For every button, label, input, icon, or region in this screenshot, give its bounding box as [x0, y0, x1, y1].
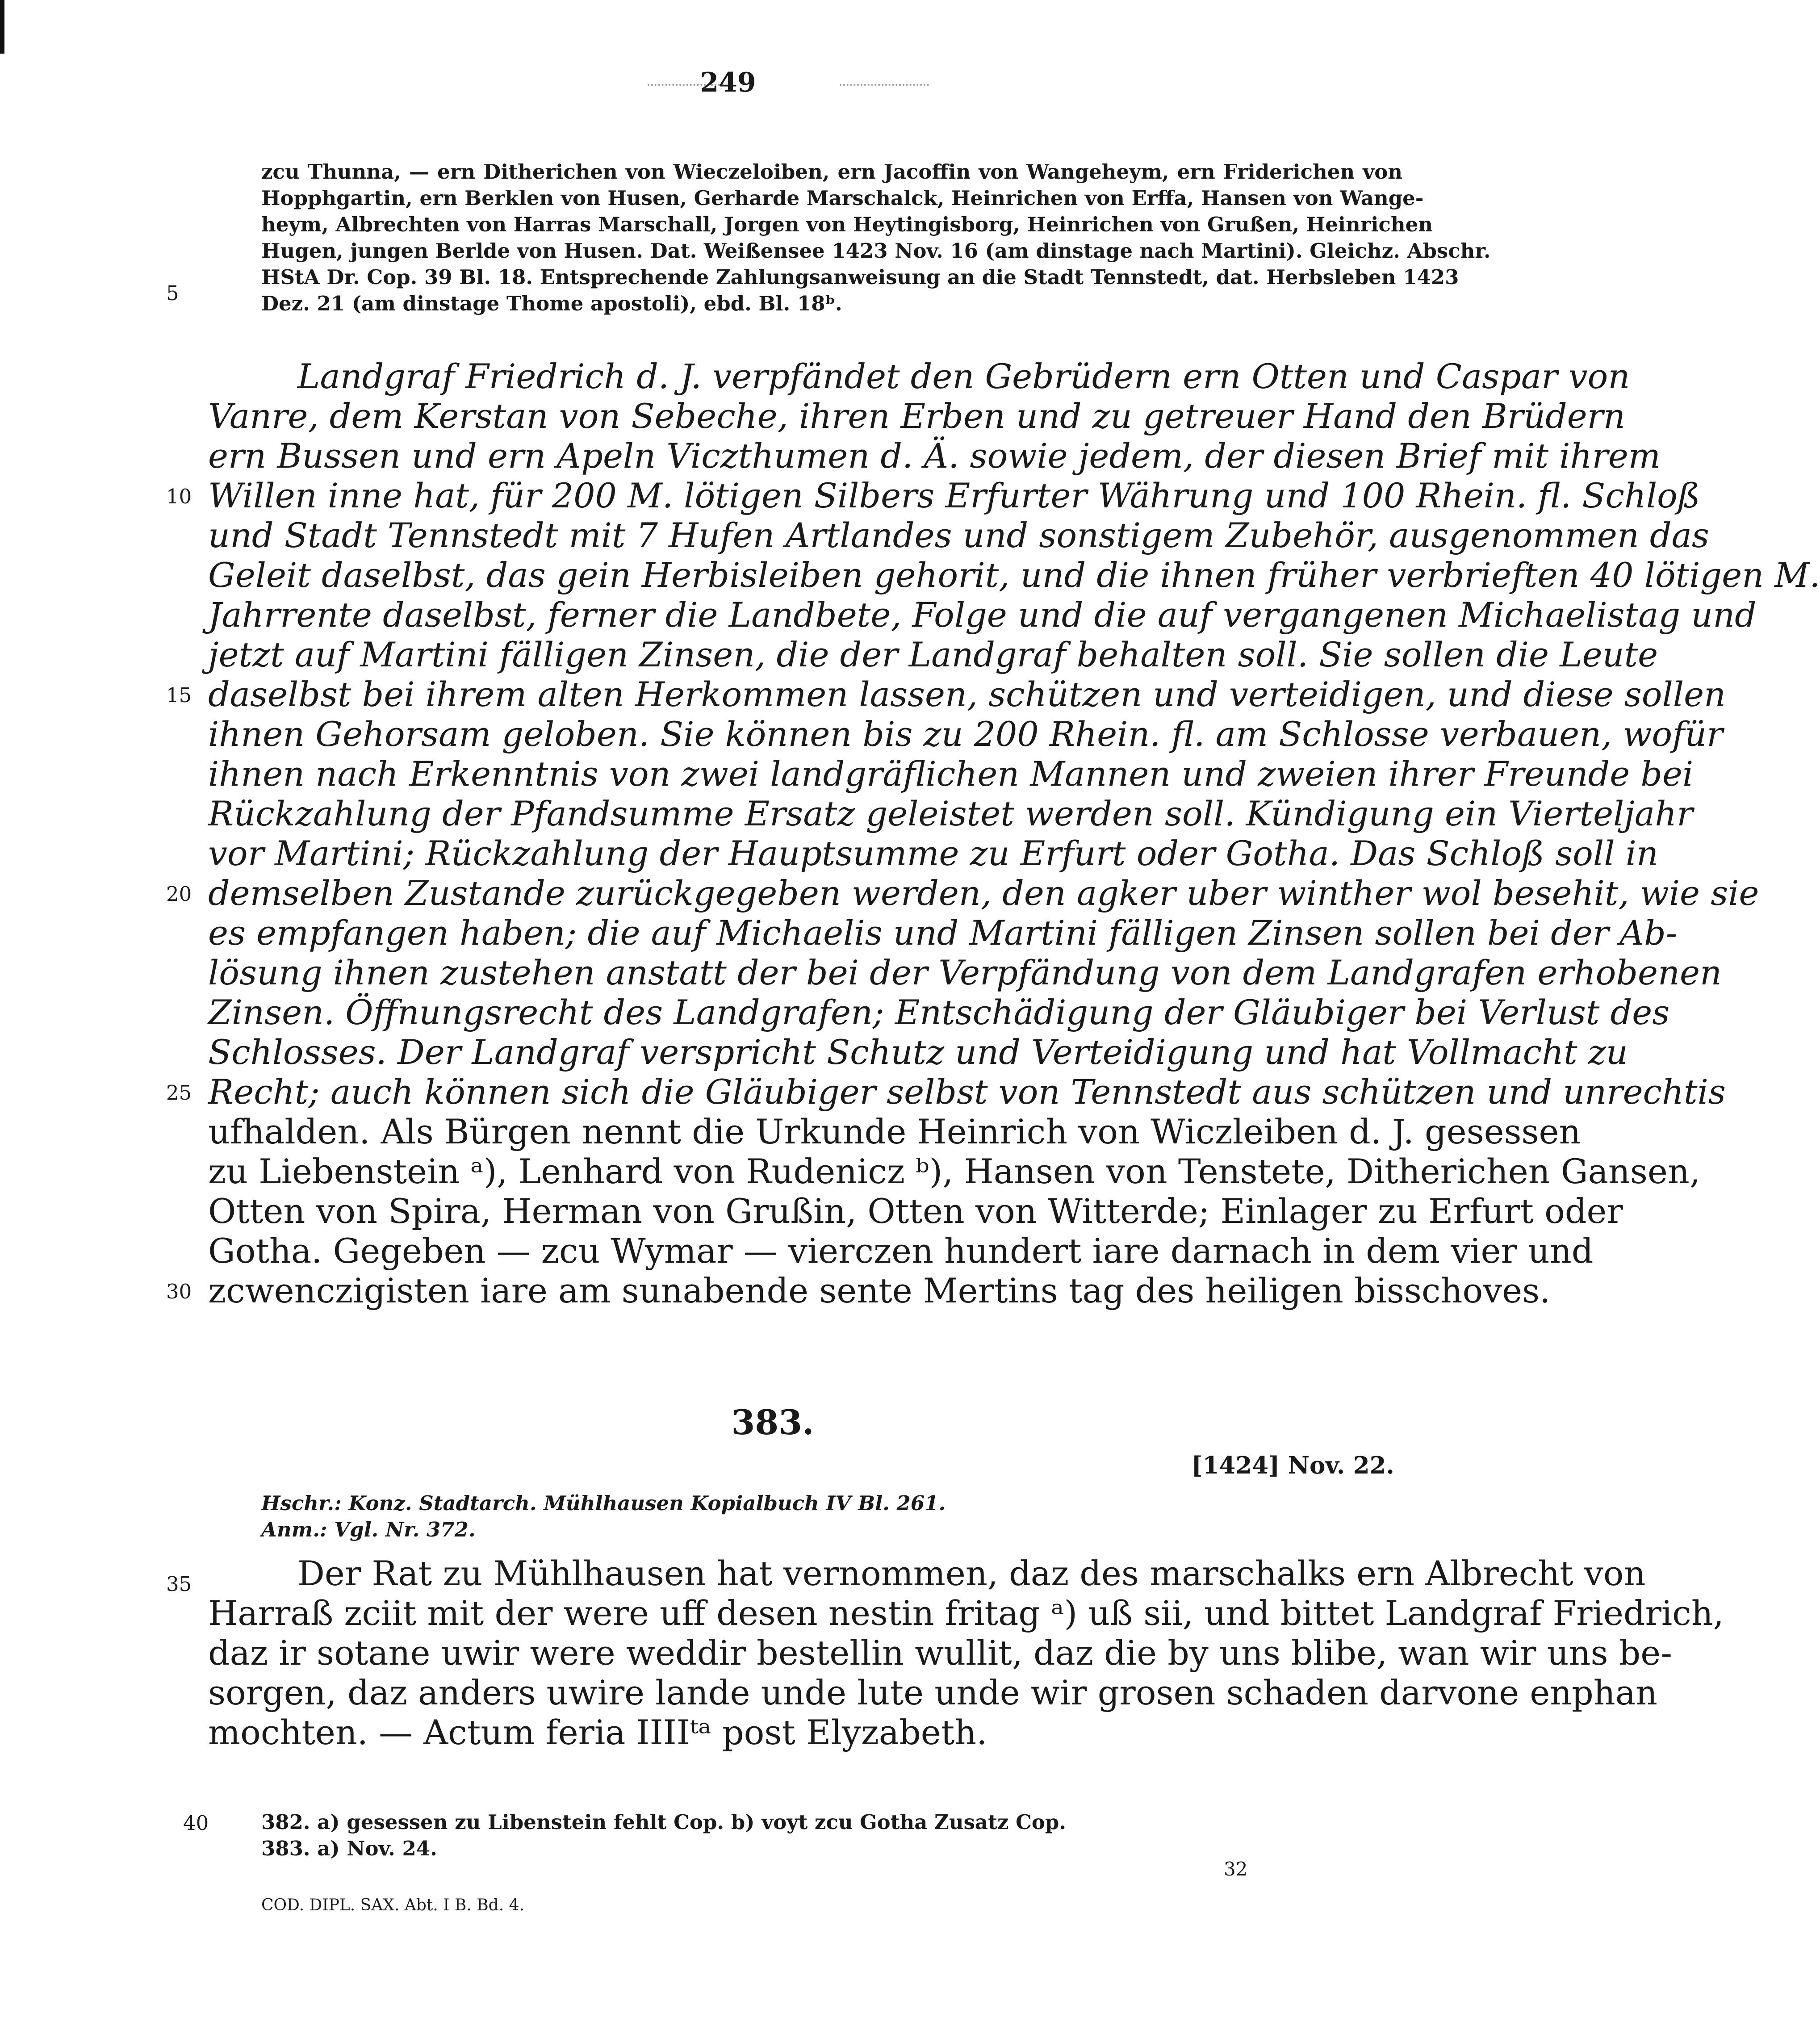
regest-line: ihnen Gehorsam geloben. Sie können bis zu 200 Rhein. fl. am Schlosse verbauen, wofür	[208, 714, 1723, 754]
footnote-line: 383. a) Nov. 24.	[261, 1837, 437, 1860]
regest-line: vor Martini; Rückzahlung der Hauptsumme zu Erfurt oder Gotha. Das Schloß soll in	[208, 833, 1658, 873]
regest-line: daselbst bei ihrem alten Herkommen lassen, schützen und verteidigen, und diese sollen	[208, 674, 1726, 714]
small-line: heym, Albrechten von Harras Marschall, Jorgen von Heytingisborg, Heinrichen von Grußen, Heinrichen	[261, 213, 1433, 236]
source-line: Hschr.: Konz. Stadtarch. Mühlhausen Kopialbuch IV Bl. 261.	[261, 1491, 946, 1515]
doc382-regest	[208, 356, 1820, 1310]
regest-line: lösung ihnen zustehen anstatt der bei der Verpfändung von dem Landgrafen erhobenen	[208, 953, 1722, 992]
scan-edge	[0, 0, 4, 54]
regest-line: Gotha. Gegeben — zcu Wymar — vierczen hundert iare darnach in dem vier und	[208, 1231, 1594, 1271]
doc383-text	[208, 1553, 1724, 1752]
doc383-source	[261, 1490, 946, 1543]
footnotes	[261, 1809, 1066, 1862]
regest-line: Willen inne hat, für 200 M. lötigen Silbers Erfurter Währung und 100 Rhein. fl. Schloß	[208, 476, 1700, 515]
regest-line: Otten von Spira, Herman von Grußin, Otten von Witterde; Einlager zu Erfurt oder	[208, 1191, 1623, 1231]
regest-line: Schlosses. Der Landgraf verspricht Schutz und Verteidigung und hat Vollmacht zu	[208, 1032, 1628, 1072]
regest-line: Geleit daselbst, das gein Herbisleiben gehorit, und die ihnen früher verbrieften 40 lötigen M.	[208, 555, 1820, 595]
doc383-number: 383.	[731, 1402, 814, 1442]
header-rule-right	[840, 84, 929, 86]
regest-line: zu Liebenstein ᵃ), Lenhard von Rudenicz ᵇ), Hansen von Tenstete, Ditherichen Gansen,	[208, 1151, 1700, 1191]
text-line: daz ir sotane uwir were weddir bestellin wullit, daz die by uns blibe, wan wir uns be-	[208, 1633, 1672, 1673]
small-line: zcu Thunna, — ern Ditherichen von Wieczeloiben, ern Jacoffin von Wangeheym, ern Friderichen von	[261, 160, 1402, 184]
regest-line: Landgraf Friedrich d. J. verpfändet den Gebrüdern ern Otten und Caspar von	[297, 356, 1630, 396]
regest-line: zcwenczigisten iare am sunabende sente Mertins tag des heiligen bisschoves.	[208, 1271, 1551, 1310]
regest-line: Recht; auch können sich die Gläubiger selbst von Tennstedt aus schützen und unrechtis	[208, 1072, 1726, 1112]
line-number: 40	[183, 1811, 209, 1835]
regest-line: es empfangen haben; die auf Michaelis und Martini fälligen Zinsen sollen bei der Ab-	[208, 913, 1678, 953]
footer-signature: COD. DIPL. SAX. Abt. I B. Bd. 4.	[261, 1896, 524, 1914]
text-line: Der Rat zu Mühlhausen hat vernommen, daz des marschalks ern Albrecht von	[297, 1553, 1646, 1593]
small-line: Hopphgartin, ern Berklen von Husen, Gerharde Marschalck, Heinrichen von Erffa, Hansen von Wange-	[261, 186, 1424, 210]
regest-line: Rückzahlung der Pfandsumme Ersatz geleistet werden soll. Kündigung ein Vierteljahr	[208, 794, 1693, 833]
regest-line: ihnen nach Erkenntnis von zwei landgräflichen Mannen und zweien ihrer Freunde bei	[208, 754, 1694, 794]
regest-line: ern Bussen und ern Apeln Viczthumen d. Ä. sowie jedem, der diesen Brief mit ihrem	[208, 436, 1661, 476]
line-number: 5	[166, 281, 179, 305]
line-number: 20	[166, 882, 192, 906]
doc382-source-note	[261, 159, 1491, 317]
regest-line: ufhalden. Als Bürgen nennt die Urkunde Heinrich von Wiczleiben d. J. gesessen	[208, 1112, 1581, 1151]
small-line: HStA Dr. Cop. 39 Bl. 18. Entsprechende Zahlungsanweisung an die Stadt Tennstedt, dat. Herbsleben 1423	[261, 265, 1459, 289]
line-number: 10	[166, 485, 192, 508]
source-line: Anm.: Vgl. Nr. 372.	[261, 1518, 476, 1541]
line-number: 15	[166, 683, 192, 707]
regest-line: jetzt auf Martini fälligen Zinsen, die der Landgraf behalten soll. Sie sollen die Leute	[208, 635, 1658, 674]
line-number: 25	[166, 1081, 192, 1105]
text-line: Harraß zciit mit der were uff desen nestin fritag ᵃ) uß sii, und bittet Landgraf Friedrich,	[208, 1593, 1724, 1633]
page-number: 249	[700, 67, 756, 98]
regest-line: demselben Zustande zurückgegeben werden, den agker uber winther wol besehit, wie sie	[208, 873, 1759, 913]
regest-line: Vanre, dem Kerstan von Sebeche, ihren Erben und zu getreuer Hand den Brüdern	[208, 396, 1625, 436]
line-number: 35	[166, 1572, 192, 1596]
doc383-date: [1424] Nov. 22.	[1191, 1452, 1394, 1479]
regest-line: und Stadt Tennstedt mit 7 Hufen Artlandes und sonstigem Zubehör, ausgenommen das	[208, 515, 1709, 555]
regest-line: Jahrrente daselbst, ferner die Landbete, Folge und die auf vergangenen Michaelistag und	[208, 595, 1757, 635]
small-line: Hugen, jungen Berlde von Husen. Dat. Weißensee 1423 Nov. 16 (am dinstage nach Martini). Gleichz. Abschr.	[261, 239, 1491, 263]
text-line: sorgen, daz anders uwire lande unde lute unde wir grosen schaden darvone enphan	[208, 1673, 1657, 1712]
footnote-line: 382. a) gesessen zu Libenstein fehlt Cop. b) voyt zcu Gotha Zusatz Cop.	[261, 1810, 1067, 1834]
regest-line: Zinsen. Öffnungsrecht des Landgrafen; Entschädigung der Gläubiger bei Verlust des	[208, 992, 1670, 1032]
line-number: 30	[166, 1280, 192, 1303]
small-line: Dez. 21 (am dinstage Thome apostoli), ebd. Bl. 18ᵇ.	[261, 292, 842, 315]
text-line: mochten. — Actum feria IIIIᵗᵃ post Elyzabeth.	[208, 1712, 987, 1752]
footer-sheet-number: 32	[1224, 1858, 1248, 1880]
